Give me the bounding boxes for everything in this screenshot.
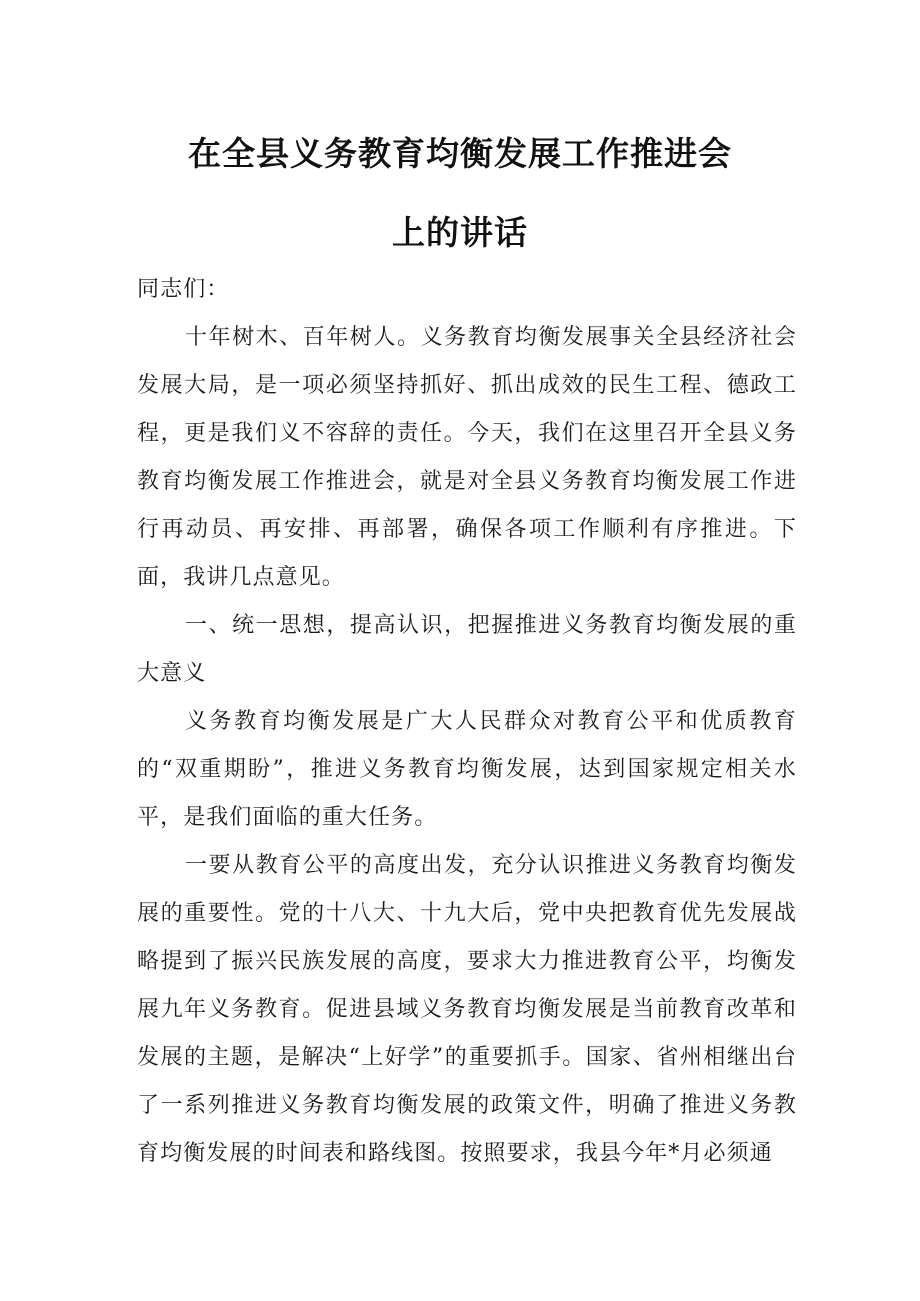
paragraph-point-1: 一要从教育公平的高度出发，充分认识推进义务教育均衡发展的重要性。党的十八大、十九大后，党中央把教育优先发展战略提到了振兴民族发展的高度，要求大力推进教育公平，均衡发展九年义务教育。促进县域义务教育均衡发展是当前教育改革和发展的主题，是解决“上好学”的重要抓手。国家、省州相继出台了一系列推进义务教育均衡发展的政策文件，明确了推进义务教育均衡发展的时间表和路线图。按照要求，我县今年*月必须通 [137, 853, 797, 1166]
document-body [137, 266, 797, 1178]
paragraph-significance: 义务教育均衡发展是广大人民群众对教育公平和优质教育的“双重期盼”，推进义务教育均衡发展，达到国家规定相关水平，是我们面临的重大任务。 [137, 709, 797, 830]
section-heading-1: 一、统一思想，提高认识，把握推进义务教育均衡发展的重大意义 [137, 613, 797, 686]
document-title-line-1: 在全县义务教育均衡发展工作推进会 [188, 134, 732, 173]
document-title-line-2: 上的讲话 [392, 213, 528, 252]
paragraph-intro: 十年树木、百年树人。义务教育均衡发展事关全县经济社会发展大局，是一项必须坚持抓好、抓出成效的民生工程、德政工程，更是我们义不容辞的责任。今天，我们在这里召开全县义务教育均衡发展工作推进会，就是对全县义务教育均衡发展工作进行再动员、再安排、再部署，确保各项工作顺利有序推进。下面，我讲几点意见。 [137, 325, 797, 590]
salutation: 同志们： [137, 277, 230, 302]
